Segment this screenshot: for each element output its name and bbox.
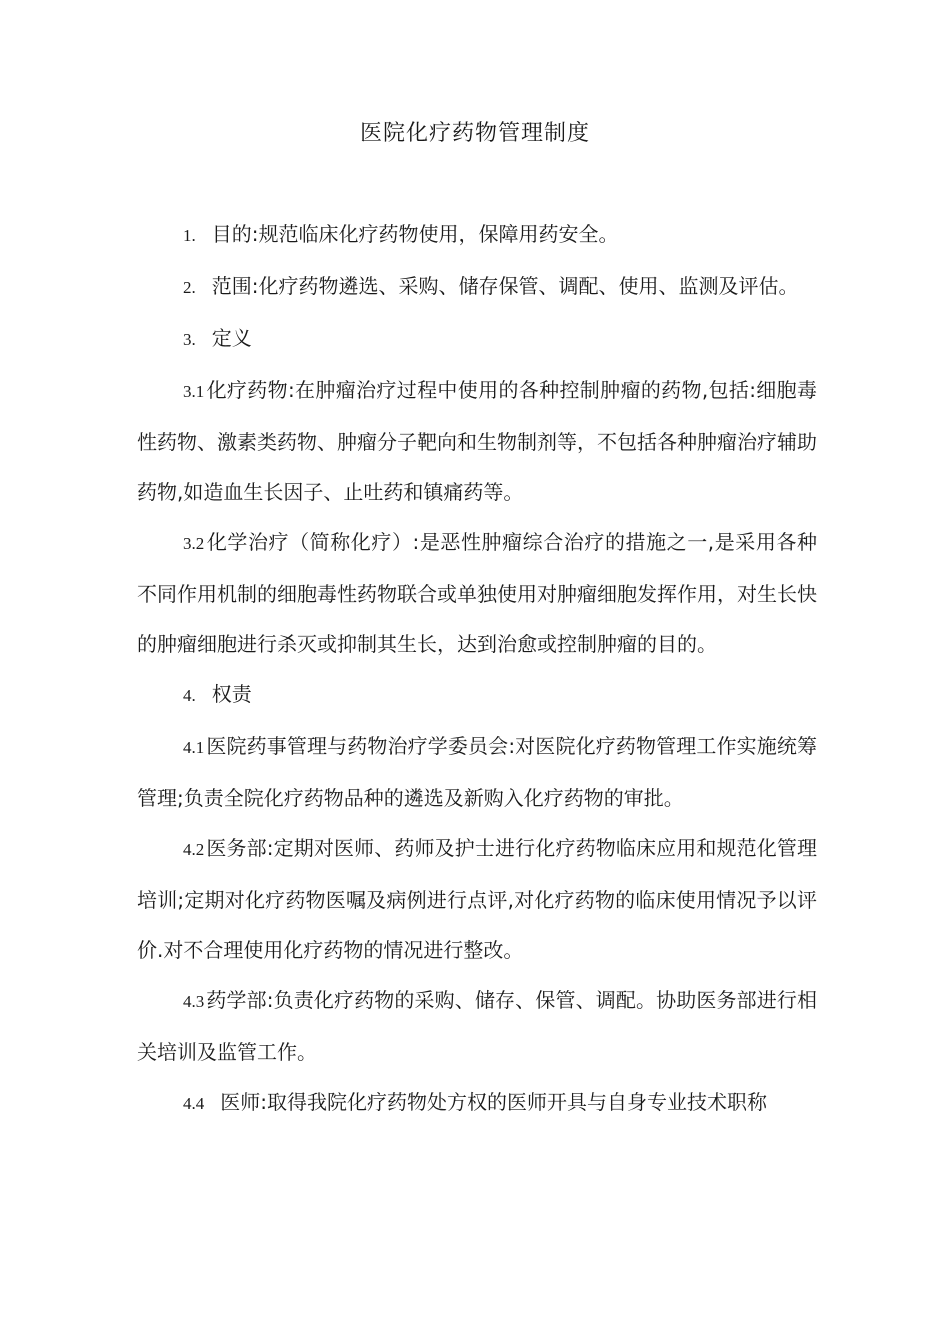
paragraph-number: 4.4 — [183, 1094, 205, 1113]
paragraph-text: 化学治疗（简称化疗）:是恶性肿瘤综合治疗的措施之一,是采用各种不同作用机制的细胞毒性药物联合或单独使用对肿瘤细胞发挥作用，对生长快的肿瘤细胞进行杀灭或抑制其生长，达到治愈或控制肿瘤的目的。 — [137, 530, 817, 656]
paragraph-text: 医师:取得我院化疗药物处方权的医师开具与自身专业技术职称 — [220, 1090, 767, 1114]
paragraph-text: 医院药事管理与药物治疗学委员会:对医院化疗药物管理工作实施统筹管理;负责全院化疗药物品种的遴选及新购入化疗药物的审批。 — [137, 734, 817, 810]
paragraph-number: 4.2 — [183, 840, 205, 859]
paragraph-2 — [137, 261, 817, 313]
paragraph-1 — [137, 209, 817, 261]
paragraph-text: 医务部:定期对医师、药师及护士进行化疗药物临床应用和规范化管理培训;定期对化疗药物医嘱及病例进行点评,对化疗药物的临床使用情况予以评价.对不合理使用化疗药物的情况进行整改。 — [137, 836, 817, 962]
paragraph-4-2 — [137, 823, 817, 975]
document-body — [137, 209, 817, 1129]
paragraph-text: 化疗药物:在肿瘤治疗过程中使用的各种控制肿瘤的药物,包括:细胞毒性药物、激素类药物、肿瘤分子靶向和生物制剂等，不包括各种肿瘤治疗辅助药物,如造血生长因子、止吐药和镇痛药等。 — [137, 378, 817, 504]
paragraph-text: 定义 — [211, 326, 252, 350]
paragraph-4-3 — [137, 975, 817, 1077]
paragraph-4-4 — [137, 1077, 817, 1129]
paragraph-text: 目的:规范临床化疗药物使用，保障用药安全。 — [211, 222, 619, 246]
paragraph-text: 药学部:负责化疗药物的采购、储存、保管、调配。协助医务部进行相关培训及监管工作。 — [137, 988, 817, 1064]
paragraph-number: 2. — [183, 278, 196, 297]
paragraph-4 — [137, 669, 817, 721]
paragraph-number: 3.1 — [183, 382, 205, 401]
paragraph-number: 3.2 — [183, 534, 205, 553]
paragraph-3-1 — [137, 365, 817, 517]
paragraph-number: 1. — [183, 226, 196, 245]
paragraph-number: 4.3 — [183, 992, 205, 1011]
paragraph-number: 3. — [183, 330, 196, 349]
paragraph-4-1 — [137, 721, 817, 823]
paragraph-text: 权责 — [211, 682, 252, 706]
paragraph-3-2 — [137, 517, 817, 669]
document-title: 医院化疗药物管理制度 — [359, 121, 590, 146]
paragraph-3 — [137, 313, 817, 365]
paragraph-number: 4.1 — [183, 738, 205, 757]
paragraph-text: 范围:化疗药物遴选、采购、储存保管、调配、使用、监测及评估。 — [211, 274, 799, 298]
paragraph-number: 4. — [183, 686, 196, 705]
